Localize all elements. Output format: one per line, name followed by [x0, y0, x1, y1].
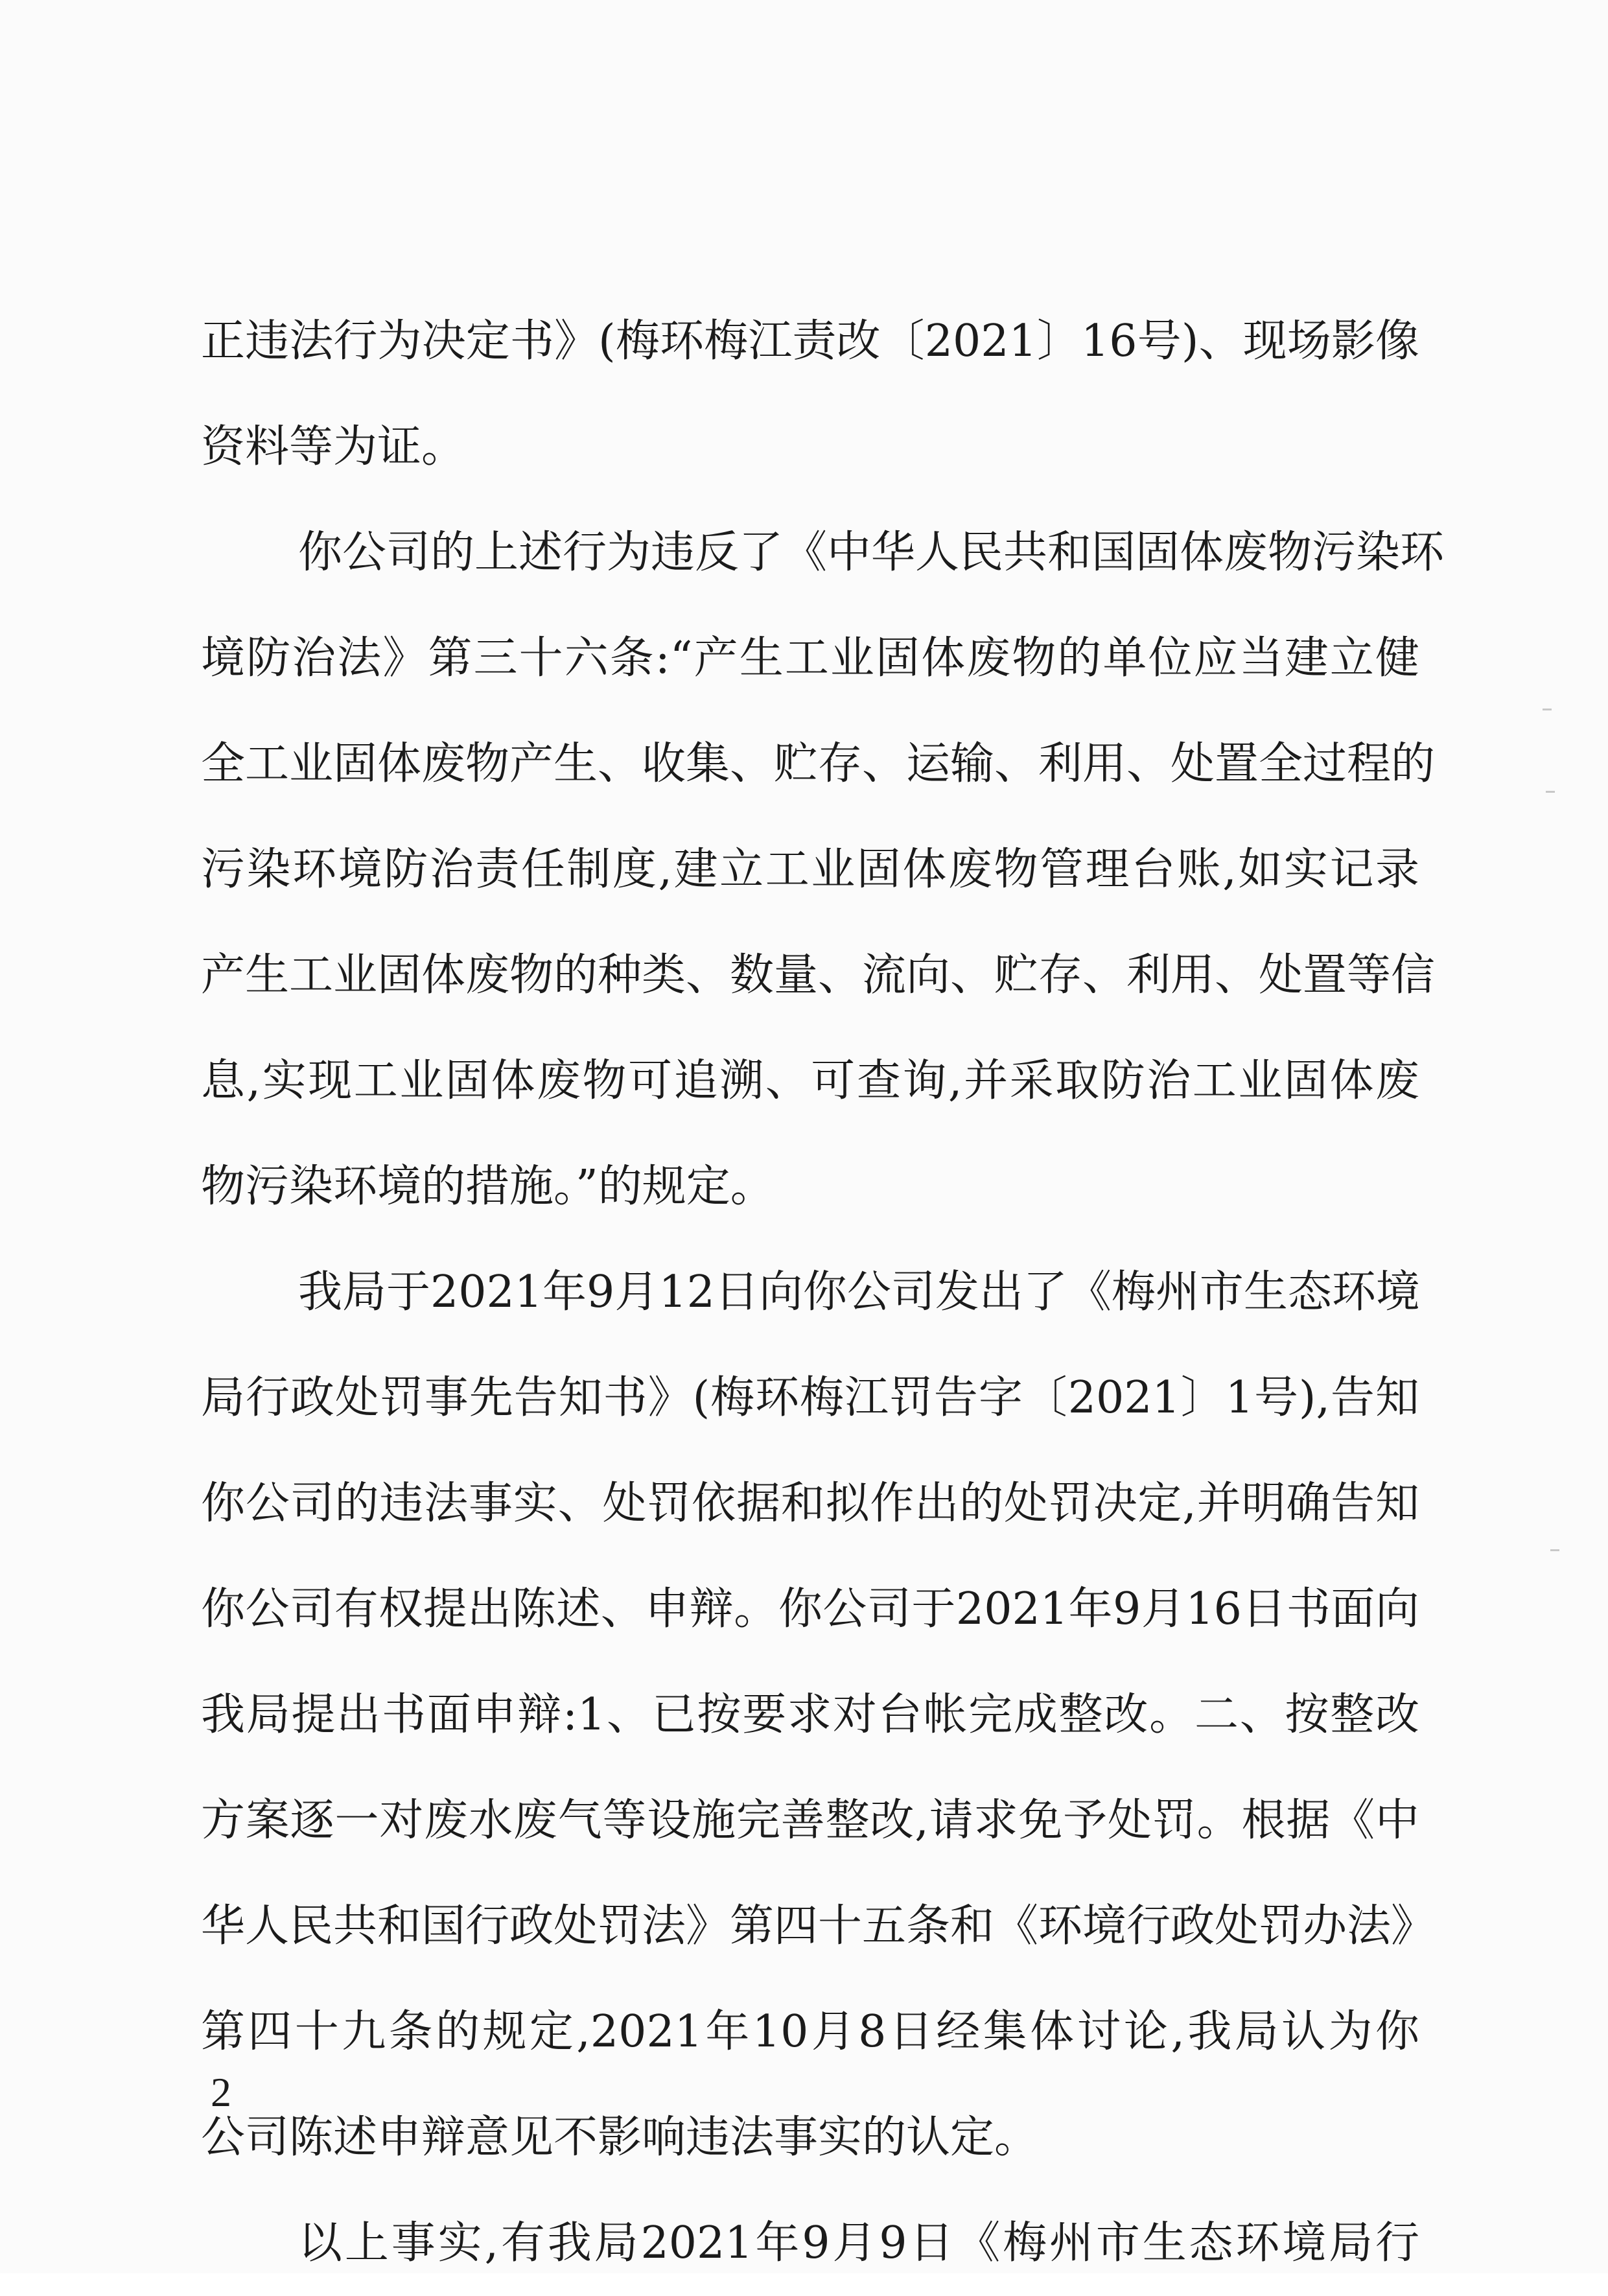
text-line: 污染环境防治责任制度,建立工业固体废物管理台账,如实记录	[201, 844, 1419, 895]
text-line: 我局提出书面申辩:1、已按要求对台帐完成整改。二、按整改	[201, 1689, 1419, 1740]
scan-mark	[1550, 1549, 1559, 1551]
text-line: 你公司有权提出陈述、申辩。你公司于2021年9月16日书面向	[201, 1584, 1419, 1635]
text-line: 以上事实,有我局2021年9月9日《梅州市生态环境局行	[298, 2218, 1419, 2269]
text-line: 正违法行为决定书》(梅环梅江责改〔2021〕16号)、现场影像	[201, 316, 1419, 367]
scan-mark	[1543, 709, 1552, 710]
text-line: 第四十九条的规定,2021年10月8日经集体讨论,我局认为你	[201, 2006, 1419, 2057]
text-line: 方案逐一对废水废气等设施完善整改,请求免予处罚。根据《中	[201, 1795, 1419, 1846]
text-line: 你公司的违法事实、处罚依据和拟作出的处罚决定,并明确告知	[201, 1478, 1419, 1529]
document-body	[201, 288, 1445, 2296]
text-line: 全工业固体废物产生、收集、贮存、运输、利用、处置全过程的	[201, 738, 1436, 790]
text-line: 局行政处罚事先告知书》(梅环梅江罚告字〔2021〕1号),告知	[201, 1372, 1419, 1423]
text-line: 资料等为证。	[201, 421, 466, 473]
text-line: 华人民共和国行政处罚法》第四十五条和《环境行政处罚办法》	[201, 1901, 1436, 1952]
page-number: 2	[211, 2069, 231, 2115]
text-line: 公司陈述申辩意见不影响违法事实的认定。	[201, 2112, 1039, 2163]
text-line: 物污染环境的措施。”的规定。	[201, 1161, 775, 1212]
text-line: 我局于2021年9月12日向你公司发出了《梅州市生态环境	[298, 1267, 1420, 1318]
text-line: 产生工业固体废物的种类、数量、流向、贮存、利用、处置等信	[201, 950, 1436, 1001]
text-line: 境防治法》第三十六条:“产生工业固体废物的单位应当建立健	[201, 633, 1419, 684]
scan-mark	[1546, 791, 1555, 793]
text-line: 息,实现工业固体废物可追溯、可查询,并采取防治工业固体废	[201, 1055, 1419, 1107]
text-line: 你公司的上述行为违反了《中华人民共和国固体废物污染环	[298, 527, 1445, 578]
